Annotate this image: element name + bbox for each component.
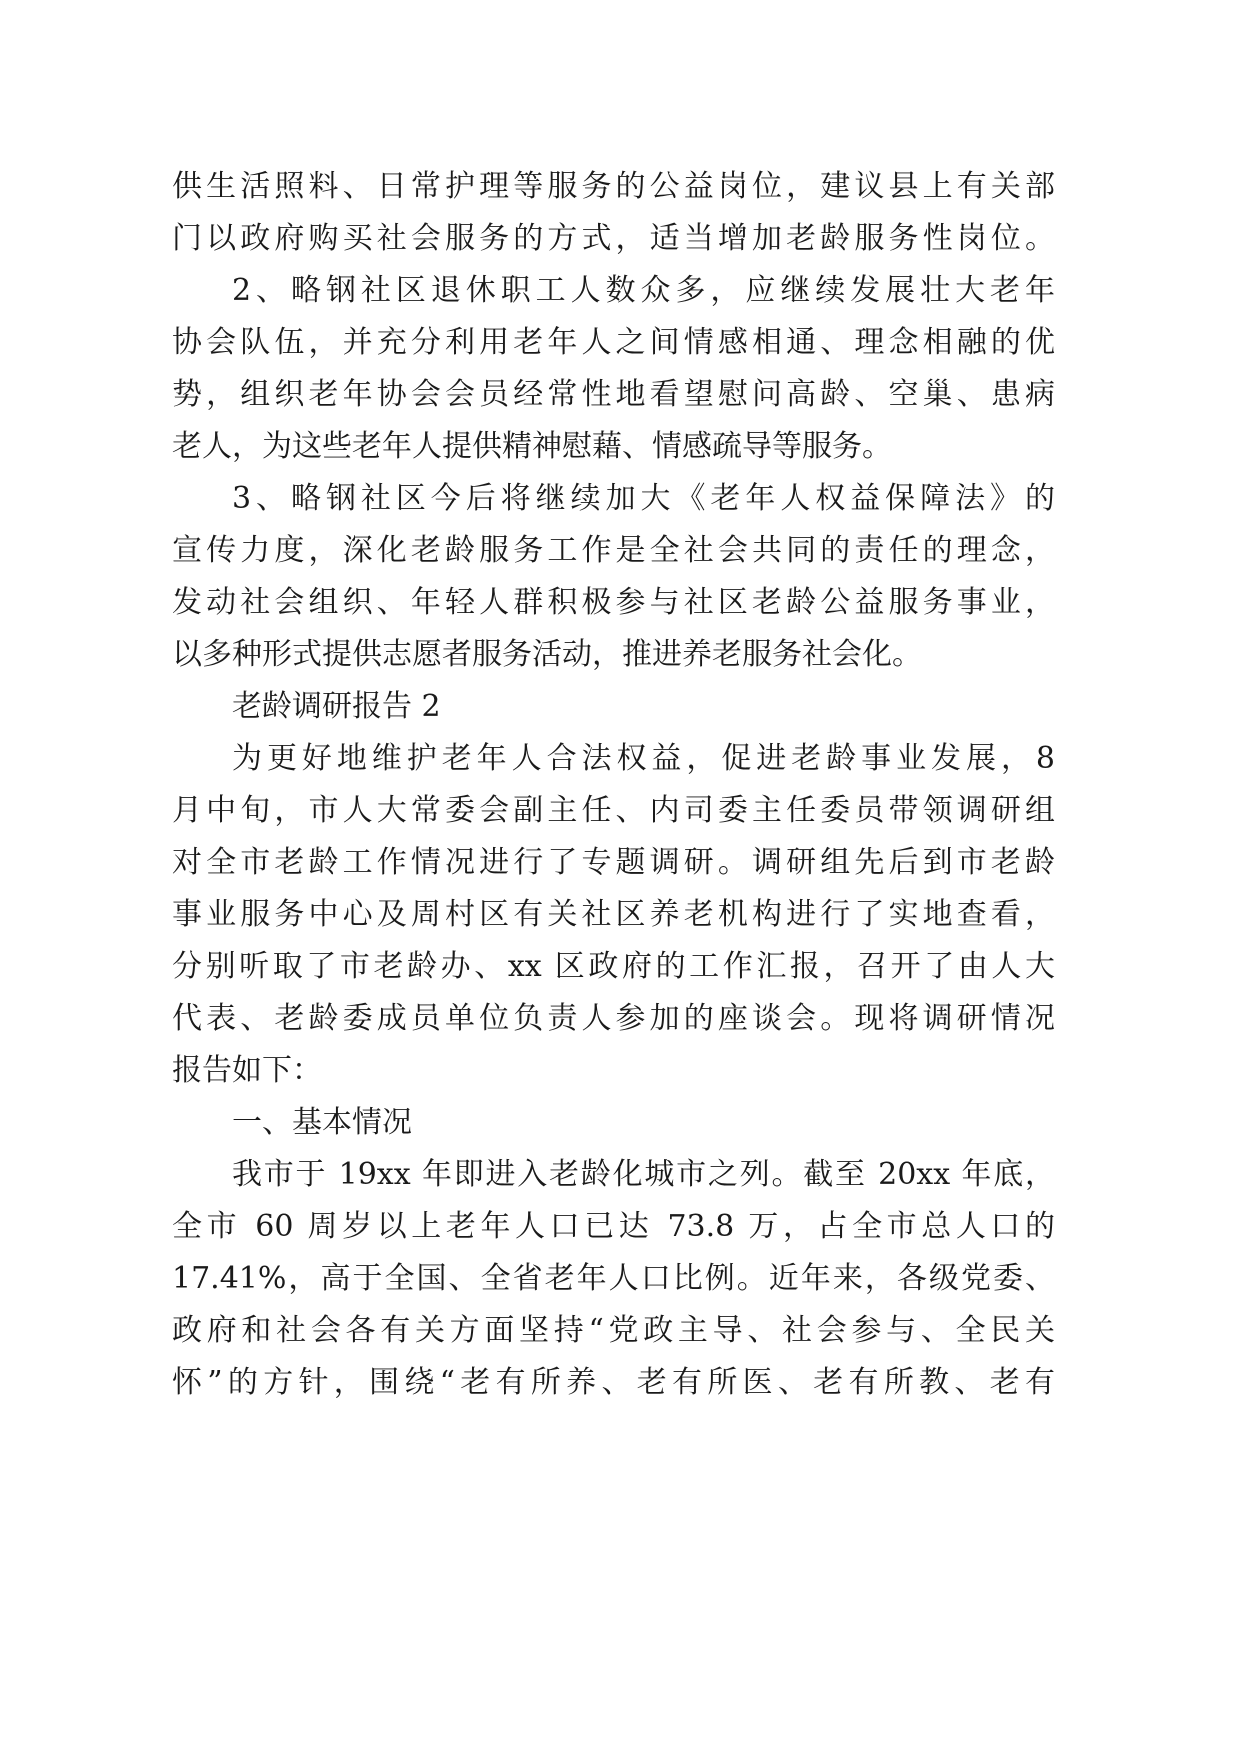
text-line: 3、略钢社区今后将继续加大《老年人权益保障法》的 (232, 481, 1055, 516)
text-line: 以多种形式提供志愿者服务活动，推进养老服务社会化。 (172, 637, 922, 672)
text-line: 怀”的方针，围绕“老有所养、老有所医、老有所教、老有 (172, 1365, 1055, 1400)
text-line: 代表、老龄委成员单位负责人参加的座谈会。现将调研情况 (172, 1001, 1055, 1036)
text-line: 老人，为这些老年人提供精神慰藉、情感疏导等服务。 (172, 429, 892, 464)
text-line: 全市 60 周岁以上老年人口已达 73.8 万，占全市总人口的 (172, 1209, 1055, 1244)
paragraph (172, 1149, 1055, 1409)
text-line: 报告如下： (172, 1053, 322, 1088)
text-line: 宣传力度，深化老龄服务工作是全社会共同的责任的理念， (172, 533, 1055, 568)
text-line: 2、略钢社区退休职工人数众多，应继续发展壮大老年 (232, 273, 1055, 308)
paragraph (172, 733, 1055, 1097)
text-line: 分别听取了市老龄办、xx 区政府的工作汇报，召开了由人大 (172, 949, 1055, 984)
report-title: 老龄调研报告 2 (232, 689, 441, 724)
text-line: 发动社会组织、年轻人群积极参与社区老龄公益服务事业， (172, 585, 1055, 620)
text-line: 供生活照料、日常护理等服务的公益岗位，建议县上有关部 (172, 169, 1055, 204)
document-body (172, 161, 1055, 1409)
text-line: 协会队伍，并充分利用老年人之间情感相通、理念相融的优 (172, 325, 1055, 360)
text-line: 月中旬，市人大常委会副主任、内司委主任委员带领调研组 (172, 793, 1055, 828)
paragraph (172, 473, 1055, 681)
section-heading: 一、基本情况 (232, 1105, 412, 1140)
text-line: 为更好地维护老年人合法权益，促进老龄事业发展，8 (232, 741, 1055, 776)
text-line: 势，组织老年协会会员经常性地看望慰问高龄、空巢、患病 (172, 377, 1055, 412)
text-line: 门以政府购买社会服务的方式，适当增加老龄服务性岗位。 (172, 221, 1055, 256)
text-line: 对全市老龄工作情况进行了专题调研。调研组先后到市老龄 (172, 845, 1055, 880)
text-line: 我市于 19xx 年即进入老龄化城市之列。截至 20xx 年底， (232, 1157, 1055, 1192)
text-line: 政府和社会各有关方面坚持“党政主导、社会参与、全民关 (172, 1313, 1055, 1348)
text-line: 事业服务中心及周村区有关社区养老机构进行了实地查看， (172, 897, 1055, 932)
paragraph (172, 161, 1055, 265)
text-line: 17.41%，高于全国、全省老年人口比例。近年来，各级党委、 (172, 1261, 1055, 1296)
paragraph (172, 265, 1055, 473)
